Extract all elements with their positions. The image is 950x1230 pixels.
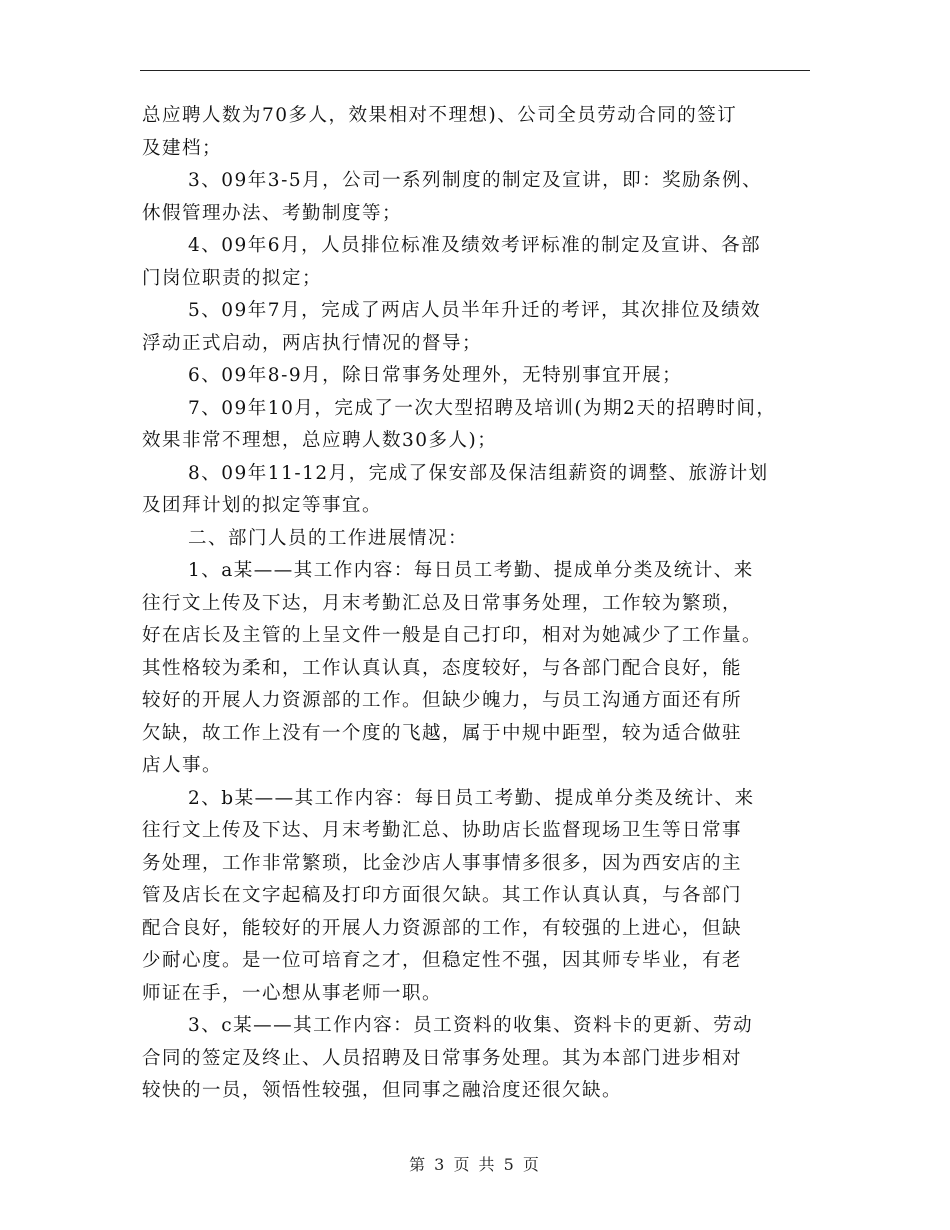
text-line: 管及店长在文字起稿及打印方面很欠缺。其工作认真认真，与各部门 (142, 885, 743, 906)
text-line: 浮动正式启动，两店执行情况的督导； (142, 332, 483, 354)
text-line: 总应聘人数为70多人，效果相对不理想)、公司全员劳动合同的签订 (142, 105, 738, 126)
text-line: 7、09年10月，完成了一次大型招聘及培训(为期2天的招聘时间， (188, 397, 777, 419)
document-body (142, 100, 812, 1108)
text-line: 5、09年7月，完成了两店人员半年升迁的考评，其次排位及绩效 (188, 300, 762, 321)
text-line: 较快的一员，领悟性较强，但同事之融洽度还很欠缺。 (142, 1080, 623, 1101)
text-line: 2、b某——其工作内容：每日员工考勤、提成单分类及统计、来 (188, 787, 755, 809)
text-line: 配合良好，能较好的开展人力资源部的工作，有较强的上进心，但缺 (142, 917, 743, 939)
text-line: 门岗位职责的拟定； (142, 267, 323, 289)
text-line: 往行文上传及下达、月末考勤汇总、协助店长监督现场卫生等日常事 (142, 820, 743, 841)
text-line: 其性格较为柔和，工作认真认真，态度较好，与各部门配合良好，能 (142, 657, 743, 679)
text-line: 6、09年8-9月，除日常事务处理外，无特别事宜开展； (188, 365, 683, 386)
header-rule (140, 70, 810, 71)
text-line: 4、09年6月，人员排位标准及绩效考评标准的制定及宣讲、各部 (188, 235, 762, 256)
text-line: 3、09年3-5月，公司一系列制度的制定及宣讲，即：奖励条例、 (188, 170, 763, 191)
text-line: 欠缺，故工作上没有一个度的飞越，属于中规中距型，较为适合做驻 (142, 722, 743, 744)
text-line: 8、09年11-12月，完成了保安部及保洁组薪资的调整、旅游计划 (188, 462, 769, 484)
text-line: 少耐心度。是一位可培育之才，但稳定性不强，因其师专毕业，有老 (142, 950, 743, 971)
text-line: 务处理，工作非常繁琐，比金沙店人事事情多很多，因为西安店的主 (142, 852, 743, 874)
text-line: 师证在手，一心想从事老师一职。 (142, 982, 443, 1004)
text-line: 合同的签定及终止、人员招聘及日常事务处理。其为本部门进步相对 (142, 1047, 743, 1069)
text-line: 3、c某——其工作内容：员工资料的收集、资料卡的更新、劳动 (188, 1015, 754, 1036)
text-line: 较好的开展人力资源部的工作。但缺少魄力，与员工沟通方面还有所 (142, 690, 743, 711)
text-line: 1、a某——其工作内容：每日员工考勤、提成单分类及统计、来 (188, 560, 754, 581)
text-line: 效果非常不理想，总应聘人数30多人)； (142, 430, 498, 451)
text-line: 好在店长及主管的上呈文件一般是自己打印，相对为她减少了工作量。 (142, 625, 763, 646)
text-line: 店人事。 (142, 755, 223, 776)
text-line: 休假管理办法、考勤制度等； (142, 202, 403, 224)
text-line: 及团拜计划的拟定等事宜。 (142, 495, 383, 516)
page-number: 第 3 页 共 5 页 (409, 1155, 541, 1174)
text-line: 往行文上传及下达，月末考勤汇总及日常事务处理，工作较为繁琐， (142, 592, 743, 614)
text-line: 及建档； (142, 137, 223, 159)
text-line: 二、部门人员的工作进展情况： (188, 527, 469, 549)
